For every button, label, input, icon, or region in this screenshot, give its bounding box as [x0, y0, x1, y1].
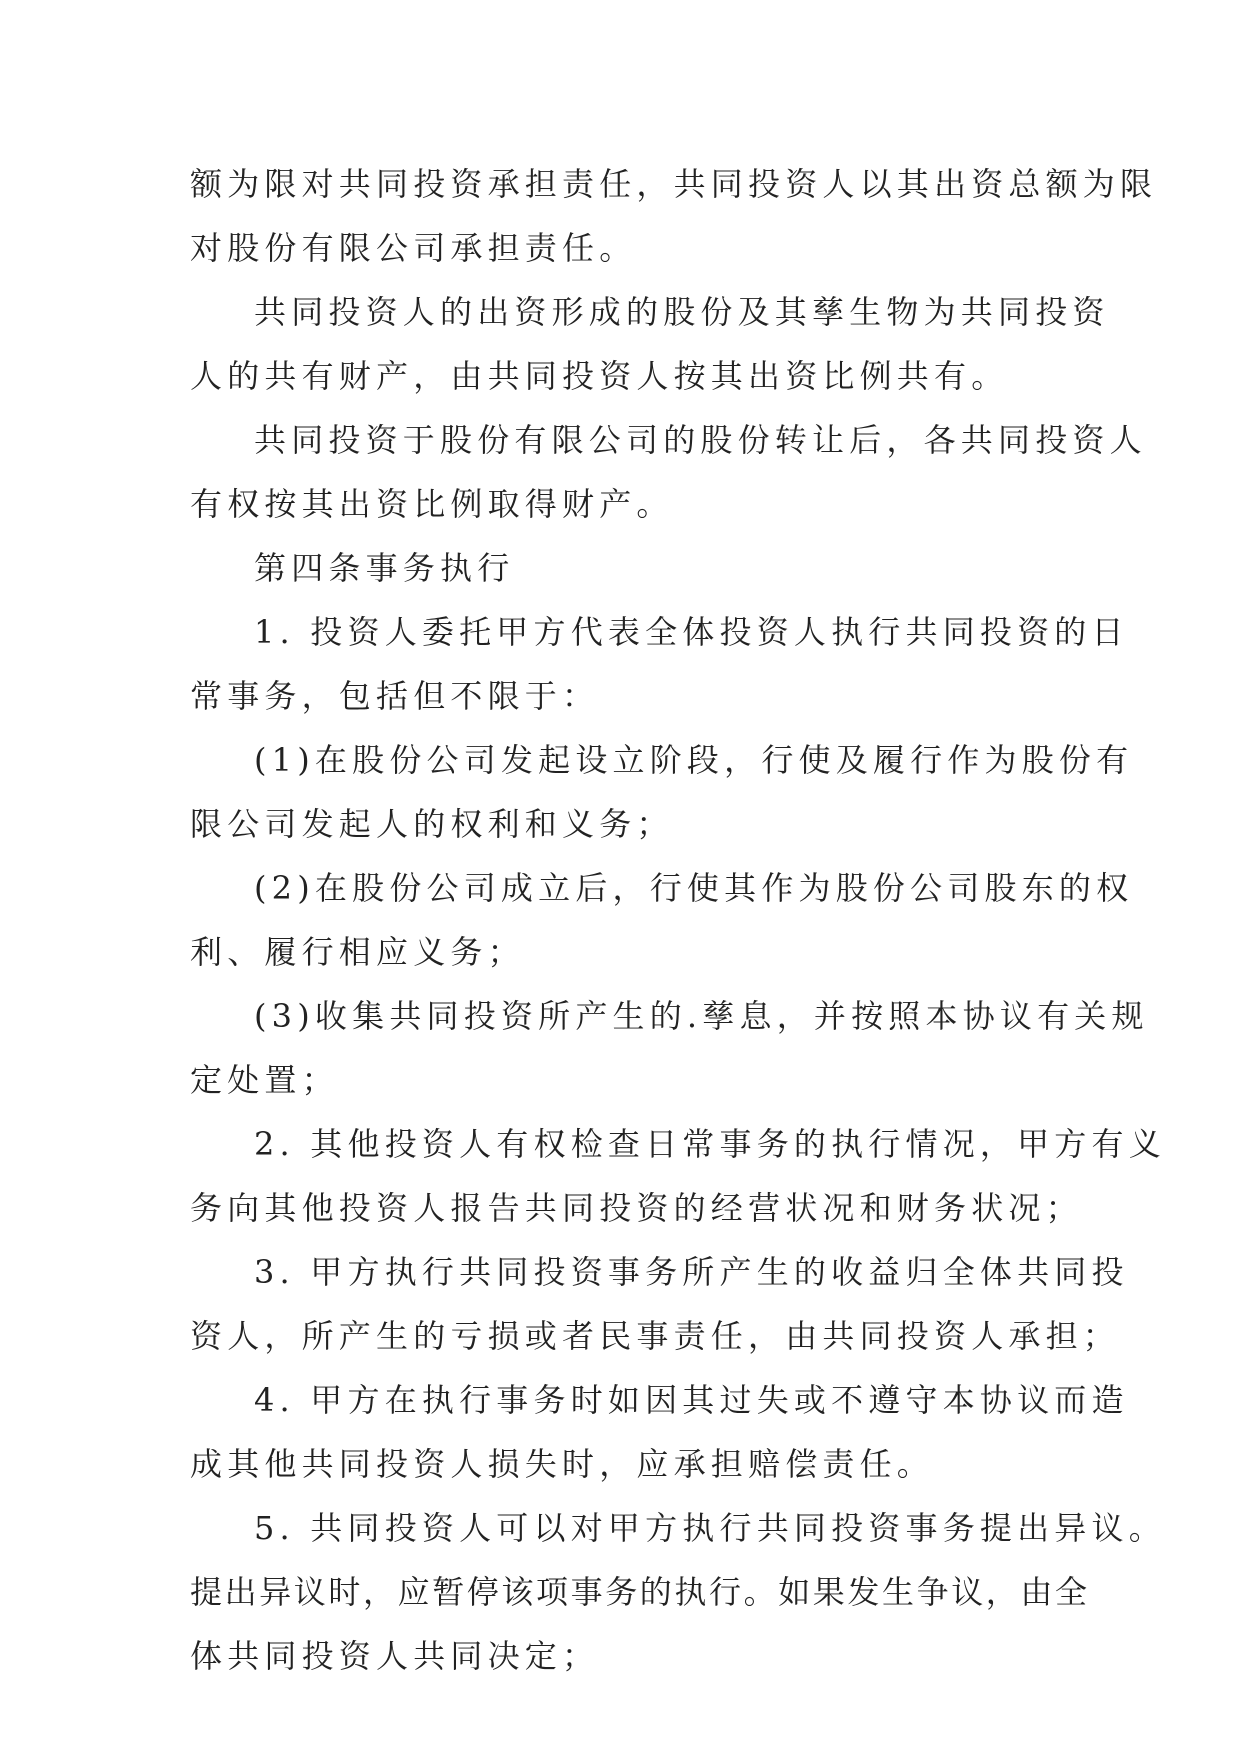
text-line: 务向其他投资人报告共同投资的经营状况和财务状况； [190, 1189, 1083, 1227]
text-line: 额为限对共同投资承担责任，共同投资人以其出资总额为限 [190, 165, 1158, 203]
document-body [190, 162, 1166, 1698]
text-line: 对股份有限公司承担责任。 [190, 229, 637, 267]
paragraph-start-line: 共同投资于股份有限公司的股份转让后，各共同投资人 [254, 421, 1147, 459]
text-line: 人的共有财产，由共同投资人按其出资比例共有。 [190, 357, 1009, 395]
section-heading: 第四条事务执行 [254, 549, 515, 587]
paragraph-start-line: (1)在股份公司发起设立阶段，行使及履行作为股份有 [254, 741, 1134, 779]
paragraph-start-line: (2)在股份公司成立后，行使其作为股份公司股东的权 [254, 869, 1134, 907]
text-line: 常事务，包括但不限于： [190, 677, 600, 715]
paragraph-start-line: 2. 其他投资人有权检查日常事务的执行情况，甲方有义 [254, 1125, 1166, 1163]
text-line: 提出异议时，应暂停该项事务的执行。如果发生争议，由全 [190, 1573, 1090, 1611]
paragraph-start-line: 共同投资人的出资形成的股份及其孳生物为共同投资 [254, 293, 1110, 331]
paragraph-start-line: 3. 甲方执行共同投资事务所产生的收益归全体共同投 [254, 1253, 1129, 1291]
text-line: 限公司发起人的权利和义务； [190, 805, 674, 843]
paragraph-start-line: 4. 甲方在执行事务时如因其过失或不遵守本协议而造 [254, 1381, 1129, 1419]
text-line: 资人，所产生的亏损或者民事责任，由共同投资人承担； [190, 1317, 1121, 1355]
text-line: 成其他共同投资人损失时，应承担赔偿责任。 [190, 1445, 935, 1483]
text-line: 有权按其出资比例取得财产。 [190, 485, 674, 523]
text-line: 体共同投资人共同决定； [190, 1637, 600, 1675]
paragraph-start-line: (3)收集共同投资所产生的.孳息，并按照本协议有关规 [254, 997, 1149, 1035]
paragraph-start-line: 1. 投资人委托甲方代表全体投资人执行共同投资的日 [254, 613, 1129, 651]
text-line: 定处置； [190, 1061, 339, 1099]
text-line: 利、履行相应义务； [190, 933, 525, 971]
paragraph-start-line: 5. 共同投资人可以对甲方执行共同投资事务提出异议。 [254, 1509, 1166, 1547]
